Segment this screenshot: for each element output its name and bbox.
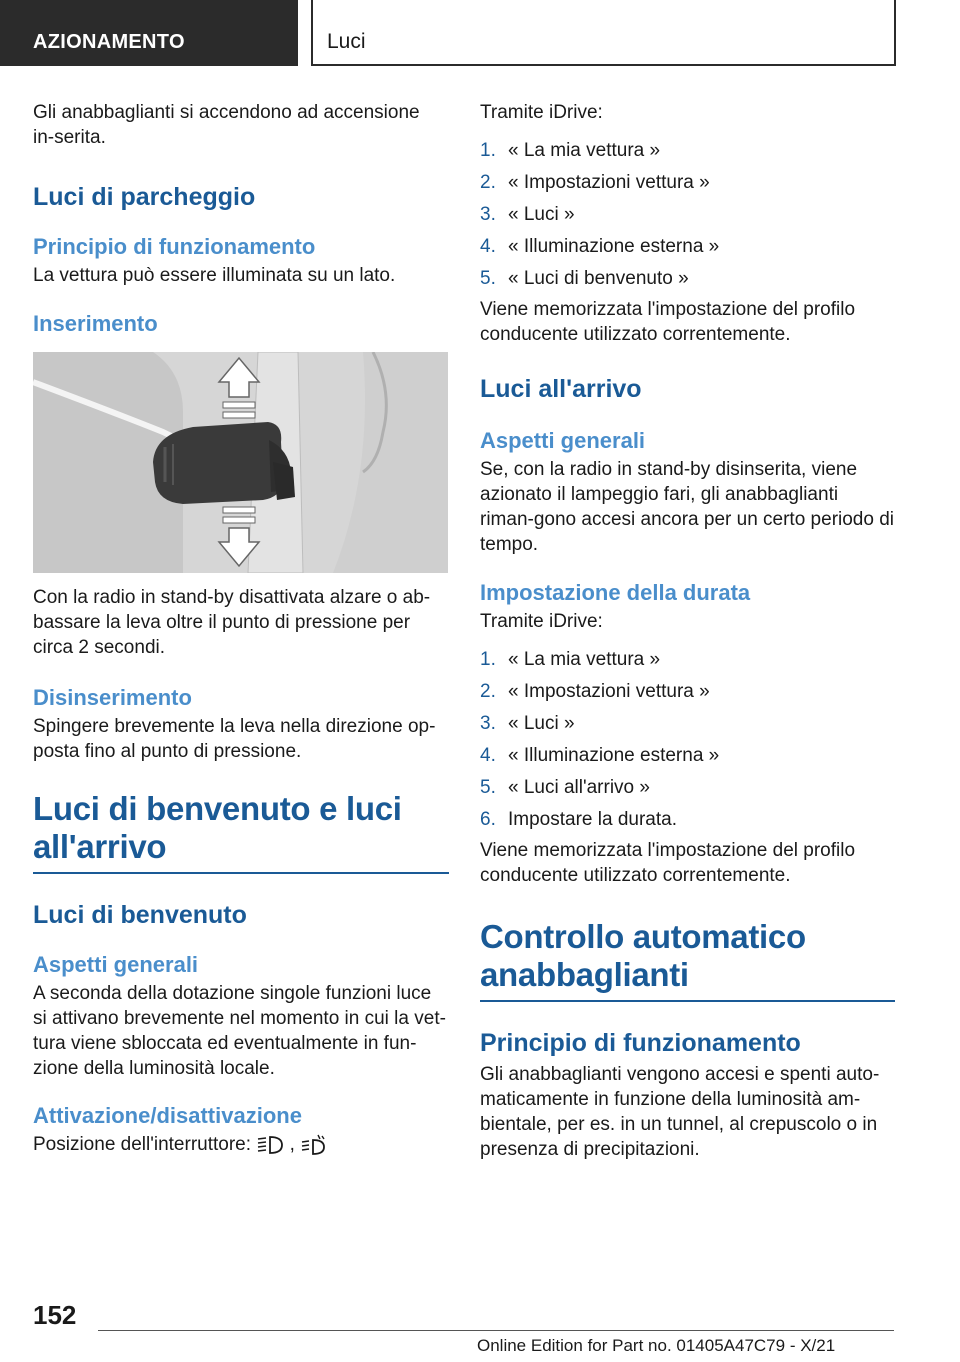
steps-list-b xyxy=(480,647,896,832)
list-item xyxy=(480,679,896,704)
step-text: « La mia vettura » xyxy=(508,649,661,670)
auto-principle-heading: Principio di funzionamento xyxy=(480,1029,801,1057)
page-header xyxy=(0,0,960,66)
step-number: 4. xyxy=(480,745,496,766)
step-text: « Impostazioni vettura » xyxy=(508,681,710,702)
topic-label: Luci xyxy=(311,0,896,66)
section-label: AZIONAMENTO xyxy=(0,0,298,66)
step-text: Impostare la durata. xyxy=(508,809,677,830)
activation-text: Posizione dell'interruttore: xyxy=(33,1134,252,1155)
step-number: 3. xyxy=(480,204,496,225)
list-item xyxy=(480,775,896,800)
welcome-heading: Luci di benvenuto xyxy=(33,901,247,929)
list-item xyxy=(480,743,896,768)
list-item xyxy=(480,711,896,736)
parking-lights-heading: Luci di parcheggio xyxy=(33,183,256,211)
remove-text: Spingere brevemente la leva nella direzione op-posta fino al punto di pressione. xyxy=(33,716,436,762)
auto-main-heading-block xyxy=(480,918,895,1002)
duration-heading: Impostazione della durata xyxy=(480,580,751,605)
steps-list-a xyxy=(480,138,896,291)
step-text: « Illuminazione esterna » xyxy=(508,236,720,257)
left-column xyxy=(33,100,449,1157)
step-number: 3. xyxy=(480,713,496,734)
general-text: A seconda della dotazione singole funzioni luce si attivano brevemente nel momento in cui la vet-tura viene sbloccata ed eventualmente in fun-zione della luminosità locale. xyxy=(33,983,446,1079)
step-text: « La mia vettura » xyxy=(508,140,661,161)
step-text: « Luci di benvenuto » xyxy=(508,268,689,289)
intro-text: Gli anabbaglianti si accendono ad accensione in-serita. xyxy=(33,102,420,148)
arrival-general-heading: Aspetti generali xyxy=(480,428,646,453)
list-item xyxy=(480,807,896,832)
step-number: 1. xyxy=(480,649,496,670)
welcome-main-heading-block xyxy=(33,790,449,874)
step-number: 5. xyxy=(480,268,496,289)
list-item xyxy=(480,170,896,195)
insert-text: Con la radio in stand-by disattivata alzare o ab-bassare la leva oltre il punto di pressione per circa 2 secondi. xyxy=(33,587,431,658)
list-item xyxy=(480,647,896,672)
step-text: « Illuminazione esterna » xyxy=(508,745,720,766)
principle-text: La vettura può essere illuminata su un lato. xyxy=(33,265,396,286)
arrival-general-text: Se, con la radio in stand-by disinserita, viene azionato il lampeggio fari, gli anabbaglianti riman-gono accesi ancora per un certo periodo di tempo. xyxy=(480,459,895,555)
step-number: 1. xyxy=(480,140,496,161)
welcome-main-heading: Luci di benvenuto e luci all'arrivo xyxy=(33,790,402,865)
step-text: « Impostazioni vettura » xyxy=(508,172,710,193)
page-number: 152 xyxy=(33,1300,77,1330)
activation-line xyxy=(33,1132,449,1157)
list-item xyxy=(480,266,896,291)
step-text: « Luci » xyxy=(508,713,575,734)
step-number: 5. xyxy=(480,777,496,798)
step-number: 4. xyxy=(480,236,496,257)
turn-signal-lever-illustration xyxy=(33,352,448,573)
list-item xyxy=(480,234,896,259)
edition-text: Online Edition for Part no. 01405A47C79 - X/21 xyxy=(477,1336,836,1355)
step-text: « Luci all'arrivo » xyxy=(508,777,650,798)
right-column xyxy=(480,100,896,1162)
list-item xyxy=(480,202,896,227)
auto-principle-text: Gli anabbaglianti vengono accesi e spenti auto-maticamente in funzione della luminosità am-bientale, per es. in un tunnel, al crepuscolo o in presenza di precipitazioni. xyxy=(480,1064,880,1160)
memory-text-a: Viene memorizzata l'impostazione del profilo conducente utilizzato correntemente. xyxy=(480,299,856,345)
activation-separator: , xyxy=(289,1134,295,1155)
idrive-label-b: Tramite iDrive: xyxy=(480,611,603,632)
low-beam-icon xyxy=(256,1134,284,1156)
remove-heading: Disinserimento xyxy=(33,685,192,710)
general-heading: Aspetti generali xyxy=(33,952,199,977)
principle-heading: Principio di funzionamento xyxy=(33,234,316,259)
step-number: 2. xyxy=(480,172,496,193)
auto-light-icon xyxy=(300,1134,328,1156)
list-item xyxy=(480,138,896,163)
idrive-label-a: Tramite iDrive: xyxy=(480,102,603,123)
footer-divider xyxy=(98,1330,894,1331)
step-number: 6. xyxy=(480,809,496,830)
insert-heading: Inserimento xyxy=(33,311,158,336)
memory-text-b: Viene memorizzata l'impostazione del profilo conducente utilizzato correntemente. xyxy=(480,840,856,886)
step-text: « Luci » xyxy=(508,204,575,225)
activation-heading: Attivazione/disattivazione xyxy=(33,1103,302,1128)
arrival-heading: Luci all'arrivo xyxy=(480,375,642,403)
lever-figure xyxy=(33,352,448,573)
auto-main-heading: Controllo automatico anabbaglianti xyxy=(480,918,806,993)
step-number: 2. xyxy=(480,681,496,702)
